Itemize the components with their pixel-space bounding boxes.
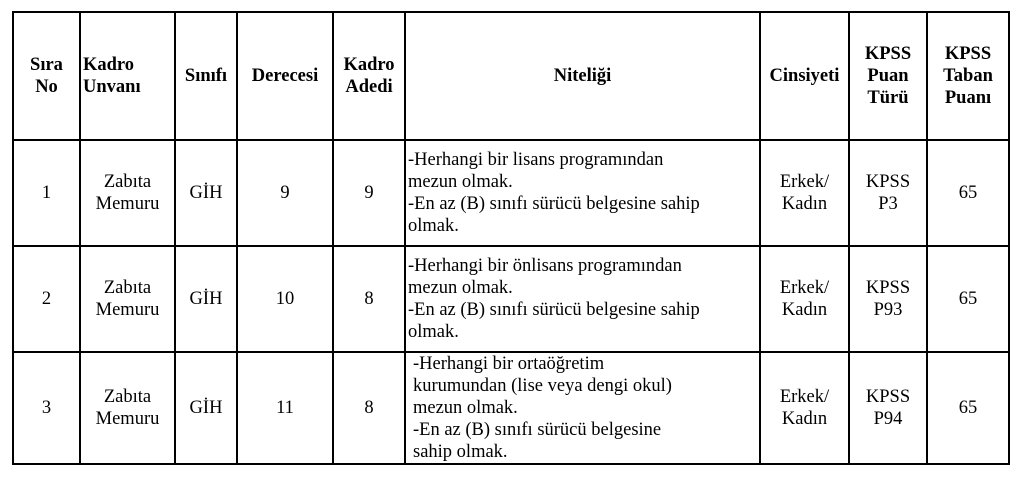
header-kadro-unvani: Kadro Unvanı — [80, 12, 175, 140]
table-row — [13, 352, 1009, 464]
cell-kpss-taban-puani: 65 — [927, 246, 1009, 352]
cell-derecesi: 10 — [237, 246, 333, 352]
cell-cinsiyeti: Erkek/ Kadın — [760, 352, 849, 464]
header-kadro-adedi: Kadro Adedi — [333, 12, 405, 140]
cell-niteligi: -Herhangi bir lisans programından mezun olmak. -En az (B) sınıfı sürücü belgesine sahip olmak. — [405, 140, 760, 246]
header-row — [13, 12, 1009, 140]
cell-kadro-adedi: 9 — [333, 140, 405, 246]
cell-kpss-puan-turu: KPSS P93 — [849, 246, 927, 352]
cell-kadro-unvani: Zabıta Memuru — [80, 246, 175, 352]
cell-kadro-adedi: 8 — [333, 352, 405, 464]
table-row — [13, 140, 1009, 246]
table-row — [13, 246, 1009, 352]
cell-cinsiyeti: Erkek/ Kadın — [760, 140, 849, 246]
header-sira-no: Sıra No — [13, 12, 80, 140]
cell-niteligi: -Herhangi bir önlisans programından mezun olmak. -En az (B) sınıfı sürücü belgesine sahip olmak. — [405, 246, 760, 352]
kadro-table — [12, 11, 1010, 465]
cell-sinifi: GİH — [175, 246, 237, 352]
header-niteligi: Niteliği — [405, 12, 760, 140]
cell-kpss-puan-turu: KPSS P94 — [849, 352, 927, 464]
header-kpss-puan-turu: KPSS Puan Türü — [849, 12, 927, 140]
cell-kadro-unvani: Zabıta Memuru — [80, 352, 175, 464]
header-cinsiyeti: Cinsiyeti — [760, 12, 849, 140]
cell-sira-no: 1 — [13, 140, 80, 246]
cell-kpss-puan-turu: KPSS P3 — [849, 140, 927, 246]
cell-derecesi: 9 — [237, 140, 333, 246]
cell-sira-no: 3 — [13, 352, 80, 464]
cell-sinifi: GİH — [175, 352, 237, 464]
cell-sira-no: 2 — [13, 246, 80, 352]
cell-derecesi: 11 — [237, 352, 333, 464]
header-kpss-taban-puani: KPSS Taban Puanı — [927, 12, 1009, 140]
header-sinifi: Sınıfı — [175, 12, 237, 140]
cell-kadro-adedi: 8 — [333, 246, 405, 352]
cell-kpss-taban-puani: 65 — [927, 140, 1009, 246]
cell-kadro-unvani: Zabıta Memuru — [80, 140, 175, 246]
cell-kpss-taban-puani: 65 — [927, 352, 1009, 464]
cell-niteligi: -Herhangi bir ortaöğretim kurumundan (lise veya dengi okul) mezun olmak. -En az (B) sınıfı sürücü belgesine sahip olmak. — [405, 352, 760, 464]
header-derecesi: Derecesi — [237, 12, 333, 140]
cell-cinsiyeti: Erkek/ Kadın — [760, 246, 849, 352]
cell-sinifi: GİH — [175, 140, 237, 246]
